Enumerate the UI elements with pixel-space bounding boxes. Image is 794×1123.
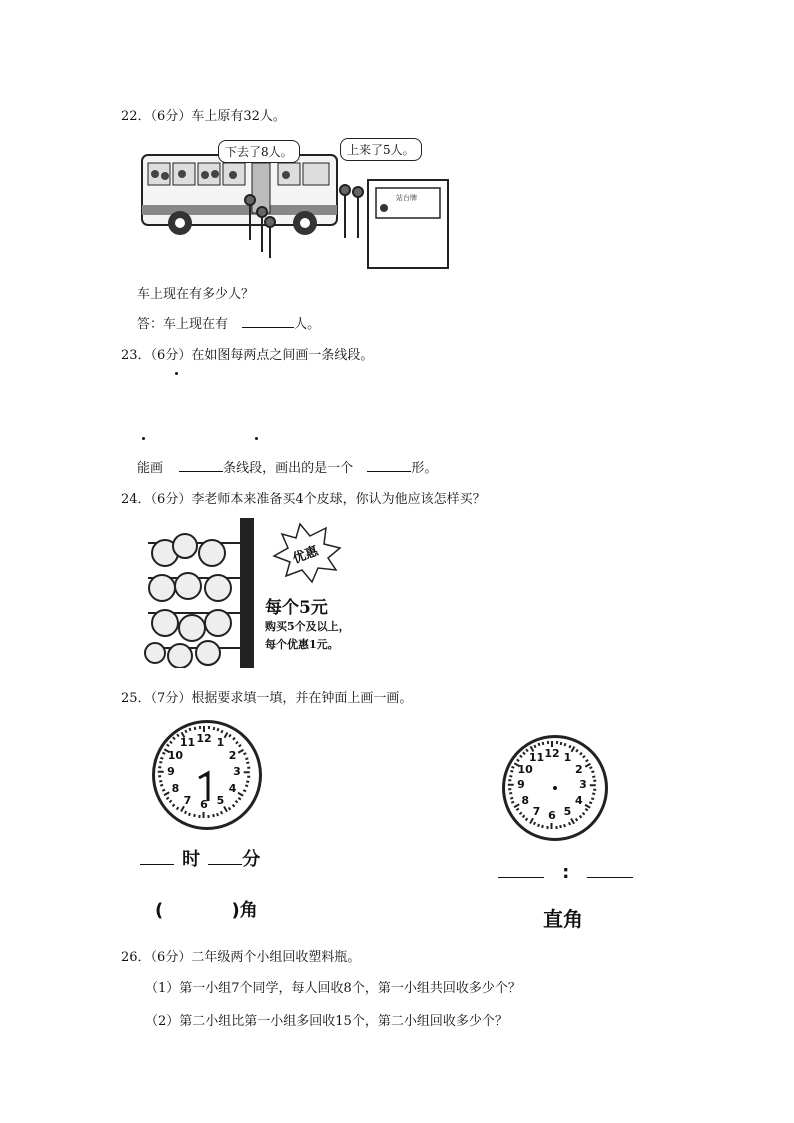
q23-answer-line [137,457,437,476]
clock-right-tick [511,801,514,804]
clock-right-number: 5 [563,804,572,818]
clock-right-tick [547,826,549,829]
q23-blank-count[interactable] [179,459,223,472]
angle-close-label: )角 [231,900,258,921]
clock-right-tick [582,755,585,758]
clock-left-number: 4 [228,781,237,795]
clock-right-number: 1 [563,751,572,765]
clock-left-number: 3 [233,765,241,778]
clock-left-number: 5 [216,793,225,807]
clock-right-tick [508,789,511,791]
clock-right-number: 10 [517,762,533,776]
clock-right-number: 4 [575,793,583,807]
clock-right-tick [575,818,578,821]
clock-left-number: 1 [216,736,225,750]
clock-right-tick [556,741,558,744]
clock-right-tick [564,743,566,746]
bus-scene-image [140,130,460,270]
clock-right-tick [589,766,592,769]
speech-bubble-right: 上来了5人。 [340,138,422,161]
clock-right-tick [568,744,571,747]
clock-left-number: 12 [196,732,212,745]
q23-blank-shape[interactable] [367,459,411,472]
clock-right-tick [556,826,558,829]
right-minute-blank[interactable] [587,877,633,878]
clock-right-tick [509,775,512,777]
clock-right-tick [542,825,544,828]
angle-open-paren: ( [155,900,164,921]
point-top [175,372,178,375]
q26-title: 26．（6分）二年级两个小组回收塑料瓶。 [121,950,361,965]
clock-right-tick [591,797,594,799]
clock-right-tick [591,771,594,773]
hour-label: 时 [182,849,201,870]
clock-right-tick [542,742,544,745]
promo-burst-text: 优惠 [290,543,321,567]
clock-right-number: 12 [544,747,560,760]
bus-stop-sign-text: 站台牌 [396,194,417,202]
clock-right-tick [575,749,578,752]
clock-right-tick [533,822,536,825]
clock-right-tick [519,812,522,815]
clock-right-tick [526,818,529,821]
q26-sub2: （2）第二小组比第一小组多回收15个，第二小组回收多少个？ [145,1014,508,1029]
point-bottom-left [142,437,145,440]
clock-right-tick [516,759,519,762]
clock-right-tick [522,752,525,755]
q24-title: 24．（6分）李老师本来准备买4个皮球，你认为他应该怎样买？ [121,492,486,507]
clock-right-tick [592,775,595,777]
clock-right-number: 8 [521,793,529,807]
q22-title: 22．（6分）车上原有32人。 [121,109,286,124]
clock-left-number: 2 [228,748,237,762]
price-text: 每个5元 [265,598,328,618]
ball-shop-image [140,518,362,668]
clock-right-tick [585,759,588,762]
q22-answer-blank[interactable] [242,315,294,328]
clock-right-tick [511,766,514,769]
q26-sub1: （1）第一小组7个同学，每人回收8个，第一小组共回收多少个？ [145,981,521,996]
minute-label: 分 [242,849,261,870]
clock-left-time-fill [140,845,260,871]
clock-right-tick [551,823,553,829]
point-bottom-right [255,437,258,440]
q22-answer-line [137,313,320,332]
clock-right-tick [579,815,582,818]
hour-blank[interactable] [140,864,174,865]
time-colon: : [562,862,570,883]
right-angle-label: 直角 [543,907,583,931]
clock-right-tick [592,793,595,795]
clock-right-number: 9 [517,778,525,791]
clock-right-tick [547,741,549,744]
clock-right-number: 11 [528,751,545,765]
clock-right-tick [564,824,566,827]
clock-right-tick [538,824,540,827]
clock-right-tick [582,812,585,815]
clock-right-tick [538,743,540,746]
clock-right-number: 6 [548,809,556,822]
clock-right-number: 7 [532,804,541,818]
clock-right-tick [508,780,511,782]
clock-right-number: 3 [579,778,587,791]
clock-right-tick [579,752,582,755]
clock-left-number: 8 [171,781,180,795]
angle-type-fill [155,896,258,922]
q23-text-c: 形。 [411,461,438,476]
q22-answer-prefix: 答：车上现在有 [137,317,229,332]
promo-rule-line2: 每个优惠1元。 [265,638,339,651]
q23-title: 23．（6分）在如图每两点之间画一条线段。 [121,348,374,363]
clock-right-tick [589,801,592,804]
clock-right-time-fill [498,862,633,883]
clock-right-tick [519,755,522,758]
q22-question: 车上现在有多少人？ [137,287,255,302]
clock-right-tick [509,793,512,795]
clock-left-number: 10 [167,748,184,762]
clock-left-number: 9 [167,765,175,778]
right-hour-blank[interactable] [498,877,544,878]
clock-right-tick [570,818,574,824]
clock-right-tick [560,825,562,828]
clock-right-number: 2 [575,762,583,776]
clock-right-tick [585,808,588,811]
q22-answer-suffix: 人。 [294,317,321,332]
clock-right-tick [533,744,536,747]
clock-left-number: 7 [183,793,192,807]
promo-rule-line1: 购买5个及以上， [265,620,350,633]
clock-right-tick [510,797,513,799]
clock-right-tick [510,771,513,773]
clock-left [152,720,262,830]
clock-left-number: 6 [200,798,208,811]
clock-right-tick [516,808,519,811]
clock-right-center [553,786,557,790]
clock-right-tick [593,780,596,782]
minute-blank[interactable] [208,864,242,865]
q23-text-b: 条线段，画出的是一个 [223,461,354,476]
clock-right-tick [522,815,525,818]
clock-right-tick [560,742,562,745]
speech-bubble-left: 下去了8人。 [218,140,300,163]
q25-title: 25．（7分）根据要求填一填，并在钟面上画一画。 [121,691,413,706]
q23-text-a: 能画 [137,461,164,476]
clock-left-number: 11 [179,736,196,750]
clock-right-tick [568,822,571,825]
clock-left-hands [155,723,259,827]
clock-right [502,735,608,841]
clock-right-tick [593,789,596,791]
